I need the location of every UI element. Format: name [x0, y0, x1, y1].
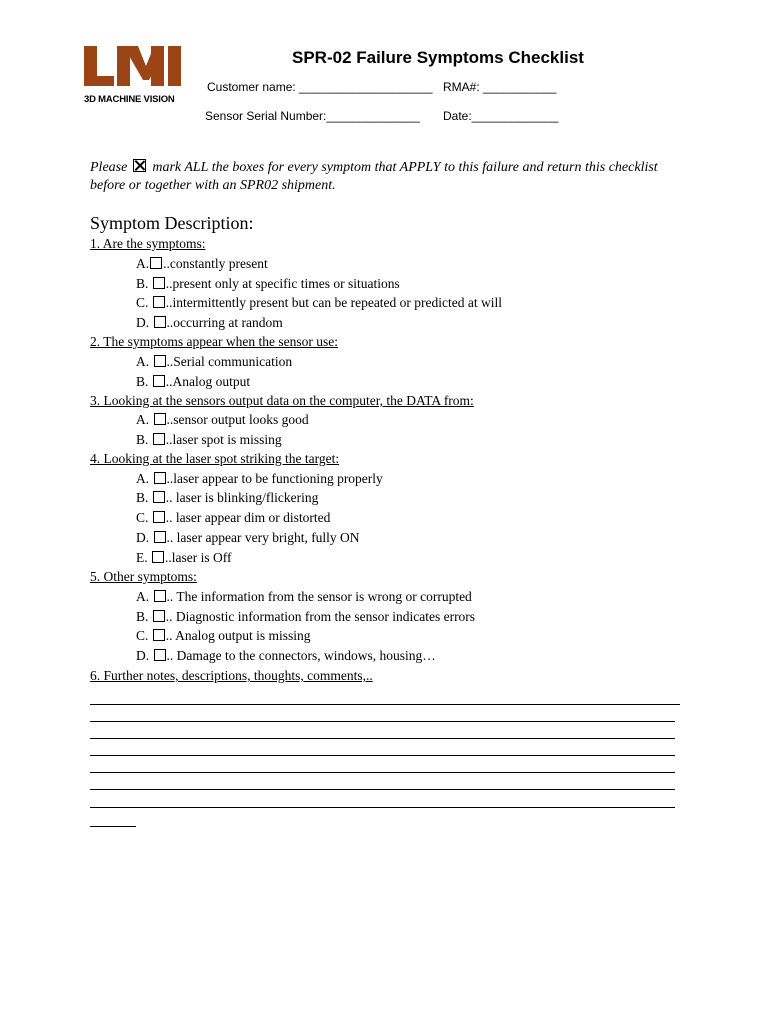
customer-name-field: Customer name: ____________________	[207, 80, 433, 94]
question-4: 4. Looking at the laser spot striking the target:	[90, 451, 340, 466]
checkbox[interactable]	[153, 296, 165, 308]
question-1: 1. Are the symptoms:	[90, 236, 206, 251]
checkbox[interactable]	[152, 551, 164, 563]
option-5b: B. .. Diagnostic information from the sensor indicates errors	[136, 609, 476, 624]
option-2a: A. ..Serial communication	[136, 354, 293, 369]
option-3a: A. ..sensor output looks good	[136, 412, 309, 427]
option-4b: B. .. laser is blinking/flickering	[136, 490, 319, 505]
document-title: SPR-02 Failure Symptoms Checklist	[292, 48, 584, 67]
checkbox[interactable]	[154, 355, 166, 367]
rma-field: RMA#: ___________	[443, 80, 557, 94]
notes-line[interactable]	[90, 721, 675, 722]
checkbox[interactable]	[150, 257, 162, 269]
checkbox[interactable]	[153, 511, 165, 523]
option-1c: C. ..intermittently present but can be repeated or predicted at will	[136, 295, 503, 310]
question-2: 2. The symptoms appear when the sensor use:	[90, 334, 338, 349]
option-1d: D. ..occurring at random	[136, 315, 283, 330]
question-5: 5. Other symptoms:	[90, 569, 197, 584]
instructions	[90, 159, 670, 195]
option-4c: C. .. laser appear dim or distorted	[136, 510, 331, 525]
option-1a: A. ..constantly present	[136, 256, 268, 271]
date-field: Date:_____________	[443, 109, 559, 123]
checkbox[interactable]	[154, 413, 166, 425]
instructions-text: mark ALL the boxes for every symptom that APPLY to this failure and return this checklist before or together with an SPR02 shipment.	[90, 160, 658, 193]
option-4d: D. .. laser appear very bright, fully ON	[136, 530, 360, 545]
notes-line[interactable]	[90, 807, 675, 808]
question-3: 3. Looking at the sensors output data on the computer, the DATA from:	[90, 393, 474, 408]
serial-number-field: Sensor Serial Number:______________	[205, 109, 420, 123]
checkbox[interactable]	[154, 316, 166, 328]
option-1b: B. ..present only at specific times or situations	[136, 276, 400, 291]
notes-line[interactable]	[90, 738, 675, 739]
option-5d: D. .. Damage to the connectors, windows, housing…	[136, 648, 436, 663]
instructions-lead: Please	[90, 160, 128, 175]
notes-line[interactable]	[90, 826, 136, 827]
logo-tagline: 3D MACHINE VISION	[84, 94, 175, 105]
checkbox[interactable]	[154, 531, 166, 543]
checkbox[interactable]	[154, 472, 166, 484]
checkbox[interactable]	[154, 649, 166, 661]
checkbox[interactable]	[153, 629, 165, 641]
lmi-logo-mark	[84, 46, 184, 94]
checkbox[interactable]	[153, 277, 165, 289]
checkbox[interactable]	[154, 590, 166, 602]
option-5c: C. .. Analog output is missing	[136, 628, 311, 643]
option-4a: A. ..laser appear to be functioning properly	[136, 471, 383, 486]
option-5a: A. .. The information from the sensor is wrong or corrupted	[136, 589, 472, 604]
option-2b: B. ..Analog output	[136, 374, 251, 389]
notes-line[interactable]	[90, 755, 675, 756]
option-4e: E. ..laser is Off	[136, 550, 232, 565]
checked-box-icon	[133, 159, 146, 172]
checkbox[interactable]	[153, 375, 165, 387]
checkbox[interactable]	[153, 433, 165, 445]
question-6: 6. Further notes, descriptions, thoughts, comments,..	[90, 668, 373, 683]
checkbox[interactable]	[153, 610, 165, 622]
notes-line[interactable]	[90, 704, 680, 705]
section-title: Symptom Description:	[90, 213, 254, 233]
checkbox[interactable]	[153, 491, 165, 503]
option-3b: B. ..laser spot is missing	[136, 432, 282, 447]
notes-line[interactable]	[90, 772, 675, 773]
lmi-logo	[84, 46, 184, 108]
notes-line[interactable]	[90, 789, 675, 790]
